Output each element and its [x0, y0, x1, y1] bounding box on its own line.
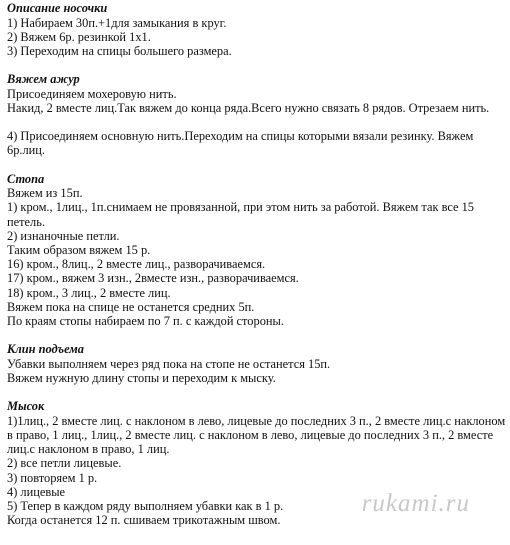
section-title: Вяжем ажур [7, 72, 80, 87]
text-line: 2) все петли лицевые. [7, 456, 122, 471]
text-line: 4) лицевые [7, 484, 66, 499]
text-line: Таким образом вяжем 15 р. [7, 243, 151, 258]
text-line: 17) кром., вяжем 3 изн., 2вместе изн., разворачиваемся. [7, 271, 299, 286]
text-line: 18) кром., 3 лиц., 2 вместе лиц. [7, 285, 171, 300]
text-line: 1)1лиц., 2 вместе лиц. с наклоном в лево, лицевые до последних 3 п., 2 вместе лиц.с наклоном в право, 1 лиц., 1лиц., 2 вместе лиц. с наклоном в лево, лицевые до последних 3 п., 2 вместе лиц.с наклоном в право, 1 лиц. [7, 413, 506, 457]
text-line: Вяжем пока на спице не останется средних 5п. [7, 299, 255, 314]
section-foot [7, 172, 507, 329]
text-line: 1) кром., 1лиц., 1п.снимаем не провязанной, при этом нить за работой. Вяжем так все 15 петель. [7, 200, 474, 229]
section-sock-description [7, 1, 507, 58]
text-line: По краям стопы набираем по 7 п. с каждой стороны. [7, 314, 284, 329]
text-line: Убавки выполняем через ряд пока на стопе не останется 15п. [7, 356, 331, 371]
text-line: 16) кром., 8лиц., 2 вместе лиц., разворачиваемся. [7, 257, 266, 272]
document-page [7, 1, 507, 527]
text-line: 3) повторяем 1 р. [7, 470, 98, 485]
text-line: Когда останется 12 п. сшиваем трикотажным швом. [7, 513, 281, 528]
section-title: Описание носочки [7, 1, 108, 15]
text-line: 1) Набираем 30п.+1для замыкания в круг. [7, 15, 227, 30]
text-line: 5) Тепер в каждом ряду выполняем убавки как в 1 р. [7, 499, 284, 514]
section-title: Мысок [7, 399, 45, 414]
text-line: Присоединяем мохеровую нить. [7, 86, 177, 101]
text-line: 3) Переходим на спицы большего размера. [7, 44, 232, 58]
text-line: 2) изнаночные петли. [7, 228, 120, 243]
text-line: 2) Вяжем 6р. резинкой 1х1. [7, 29, 151, 44]
text-line: Вяжем нужную длину стопы и переходим к мыску. [7, 371, 276, 386]
section-instep-wedge [7, 342, 507, 385]
text-line: Вяжем из 15п. [7, 186, 83, 201]
section-lace [7, 72, 507, 157]
section-title: Стопа [7, 171, 45, 186]
text-line: Накид, 2 вместе лиц.Так вяжем до конца ряда.Всего нужно связать 8 рядов. Отрезаем нить. [7, 101, 490, 115]
section-title: Клин подъема [7, 342, 84, 357]
site-watermark: rukami.ru [361, 490, 470, 517]
text-line: 4) Присоединяем основную нить.Переходим на спицы которыми вязали резинку. Вяжем 6р.лиц. [7, 129, 474, 158]
